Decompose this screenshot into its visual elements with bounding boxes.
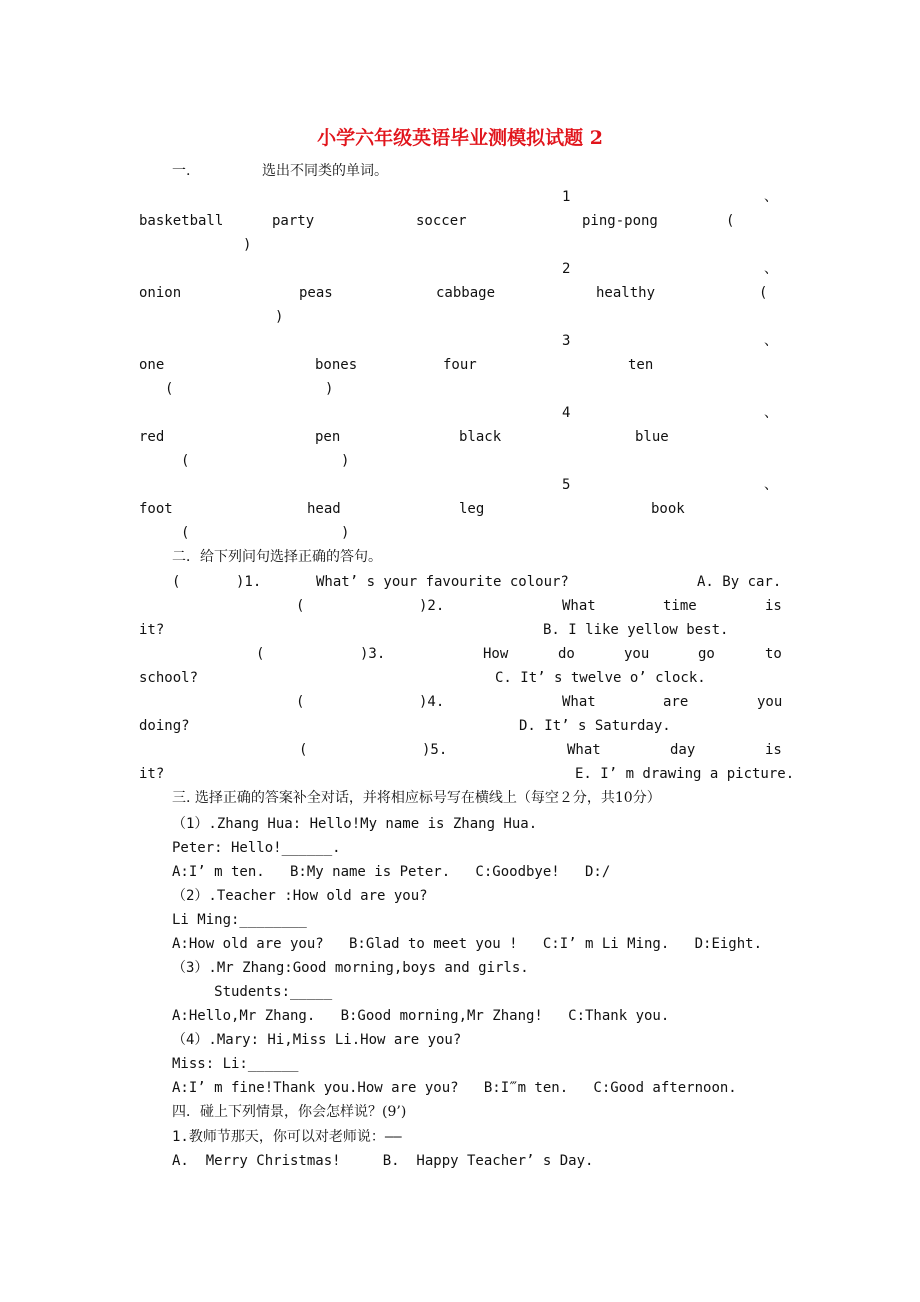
word-option: four xyxy=(443,357,477,373)
item-number: 3 xyxy=(562,333,571,349)
dialogue-line: （4）.Mary: Hi,Miss Li.How are you? xyxy=(172,1032,462,1048)
question-word: is xyxy=(765,598,782,614)
item-separator: 、 xyxy=(764,405,778,421)
item-number: 4 xyxy=(562,405,571,421)
question-word: you xyxy=(757,694,783,710)
item-separator: 、 xyxy=(764,477,778,493)
question-word: What xyxy=(562,694,596,710)
answer-paren-open: ( xyxy=(759,285,768,301)
question-word: day xyxy=(670,742,696,758)
word-option: bones xyxy=(315,357,358,373)
question-number: )3. xyxy=(360,646,386,662)
answer-paren-open: ( xyxy=(299,742,308,758)
item-separator: 、 xyxy=(764,189,778,205)
word-option: peas xyxy=(299,285,333,301)
question-number: )2. xyxy=(419,598,445,614)
answer-paren-open: ( xyxy=(181,525,190,541)
scenario-line: 1.教师节那天，你可以对老师说：—— xyxy=(172,1129,402,1145)
section4-heading: 四．碰上下列情景，你会怎样说？(9’) xyxy=(172,1104,407,1120)
dialogue-line: （1）.Zhang Hua: Hello!My name is Zhang Hua. xyxy=(172,816,538,832)
question-word: What xyxy=(567,742,601,758)
question-word: to xyxy=(765,646,782,662)
word-option: soccer xyxy=(416,213,467,229)
question-number: )4. xyxy=(419,694,445,710)
question-text: What’ s your favourite colour? xyxy=(316,574,569,590)
question-number: )1. xyxy=(236,574,262,590)
answer-paren-open: ( xyxy=(165,381,174,397)
dialogue-line: Miss: Li:______ xyxy=(172,1056,299,1072)
word-option: foot xyxy=(139,501,173,517)
answer-option: A. By car. xyxy=(697,574,782,590)
question-number: )5. xyxy=(422,742,448,758)
question-word: you xyxy=(624,646,650,662)
word-option: cabbage xyxy=(436,285,496,301)
section1-heading: 选出不同类的单词。 xyxy=(262,163,388,179)
question-wrap: doing? xyxy=(139,718,190,734)
word-option: ten xyxy=(628,357,654,373)
item-separator: 、 xyxy=(764,333,778,349)
item-separator: 、 xyxy=(764,261,778,277)
answer-choices: A:I’ m ten. B:My name is Peter. C:Goodbye! D:/ xyxy=(172,864,611,880)
word-option: one xyxy=(139,357,165,373)
question-word: do xyxy=(558,646,575,662)
word-option: head xyxy=(307,501,341,517)
word-option: black xyxy=(459,429,502,445)
answer-paren-open: ( xyxy=(256,646,265,662)
answer-choices: A:I’ m fine!Thank you.How are you? B:I‴m ten. C:Good afternoon. xyxy=(172,1080,737,1096)
answer-option: B. I like yellow best. xyxy=(543,622,729,638)
dialogue-line: Peter: Hello!______. xyxy=(172,840,341,856)
word-option: leg xyxy=(459,501,485,517)
answer-option: D. It’ s Saturday. xyxy=(519,718,671,734)
question-word: is xyxy=(765,742,782,758)
answer-choices: A:How old are you? B:Glad to meet you ! C:I’ m Li Ming. D:Eight. xyxy=(172,936,763,952)
question-wrap: it? xyxy=(139,622,165,638)
answer-paren-open: ( xyxy=(172,574,181,590)
dialogue-line: （2）.Teacher :How old are you? xyxy=(172,888,428,904)
question-wrap: school? xyxy=(139,670,199,686)
answer-paren-close: ) xyxy=(341,525,350,541)
answer-paren-close: ) xyxy=(243,237,252,253)
answer-choices: A. Merry Christmas! B. Happy Teacher’ s Day. xyxy=(172,1153,594,1169)
question-wrap: it? xyxy=(139,766,165,782)
question-word: What xyxy=(562,598,596,614)
item-number: 1 xyxy=(562,189,571,205)
item-number: 2 xyxy=(562,261,571,277)
section1-number: 一. xyxy=(172,163,191,179)
question-word: How xyxy=(483,646,509,662)
question-word: time xyxy=(663,598,697,614)
answer-paren-close: ) xyxy=(341,453,350,469)
answer-paren-close: ) xyxy=(275,309,284,325)
answer-option: E. I’ m drawing a picture. xyxy=(575,766,795,782)
word-option: pen xyxy=(315,429,341,445)
answer-paren-open: ( xyxy=(296,598,305,614)
word-option: blue xyxy=(635,429,669,445)
question-word: are xyxy=(663,694,689,710)
answer-paren-open: ( xyxy=(296,694,305,710)
answer-paren-open: ( xyxy=(181,453,190,469)
answer-paren-close: ) xyxy=(325,381,334,397)
dialogue-line: Students:_____ xyxy=(172,984,333,1000)
answer-choices: A:Hello,Mr Zhang. B:Good morning,Mr Zhang! C:Thank you. xyxy=(172,1008,670,1024)
word-option: red xyxy=(139,429,165,445)
word-option: onion xyxy=(139,285,182,301)
word-option: basketball xyxy=(139,213,224,229)
word-option: ping-pong xyxy=(582,213,658,229)
section3-heading: 三. 选择正确的答案补全对话，并将相应标号写在横线上（每空２分，共10分） xyxy=(172,790,661,806)
answer-option: C. It’ s twelve o’ clock. xyxy=(495,670,706,686)
section2-heading: 二．给下列问句选择正确的答句。 xyxy=(172,549,382,565)
dialogue-line: Li Ming:________ xyxy=(172,912,307,928)
page-title: 小学六年级英语毕业测模拟试题 2 xyxy=(317,127,603,149)
answer-paren-open: ( xyxy=(726,213,735,229)
dialogue-line: （3）.Mr Zhang:Good morning,boys and girls. xyxy=(172,960,529,976)
word-option: healthy xyxy=(596,285,656,301)
item-number: 5 xyxy=(562,477,571,493)
question-word: go xyxy=(698,646,715,662)
word-option: party xyxy=(272,213,315,229)
word-option: book xyxy=(651,501,685,517)
